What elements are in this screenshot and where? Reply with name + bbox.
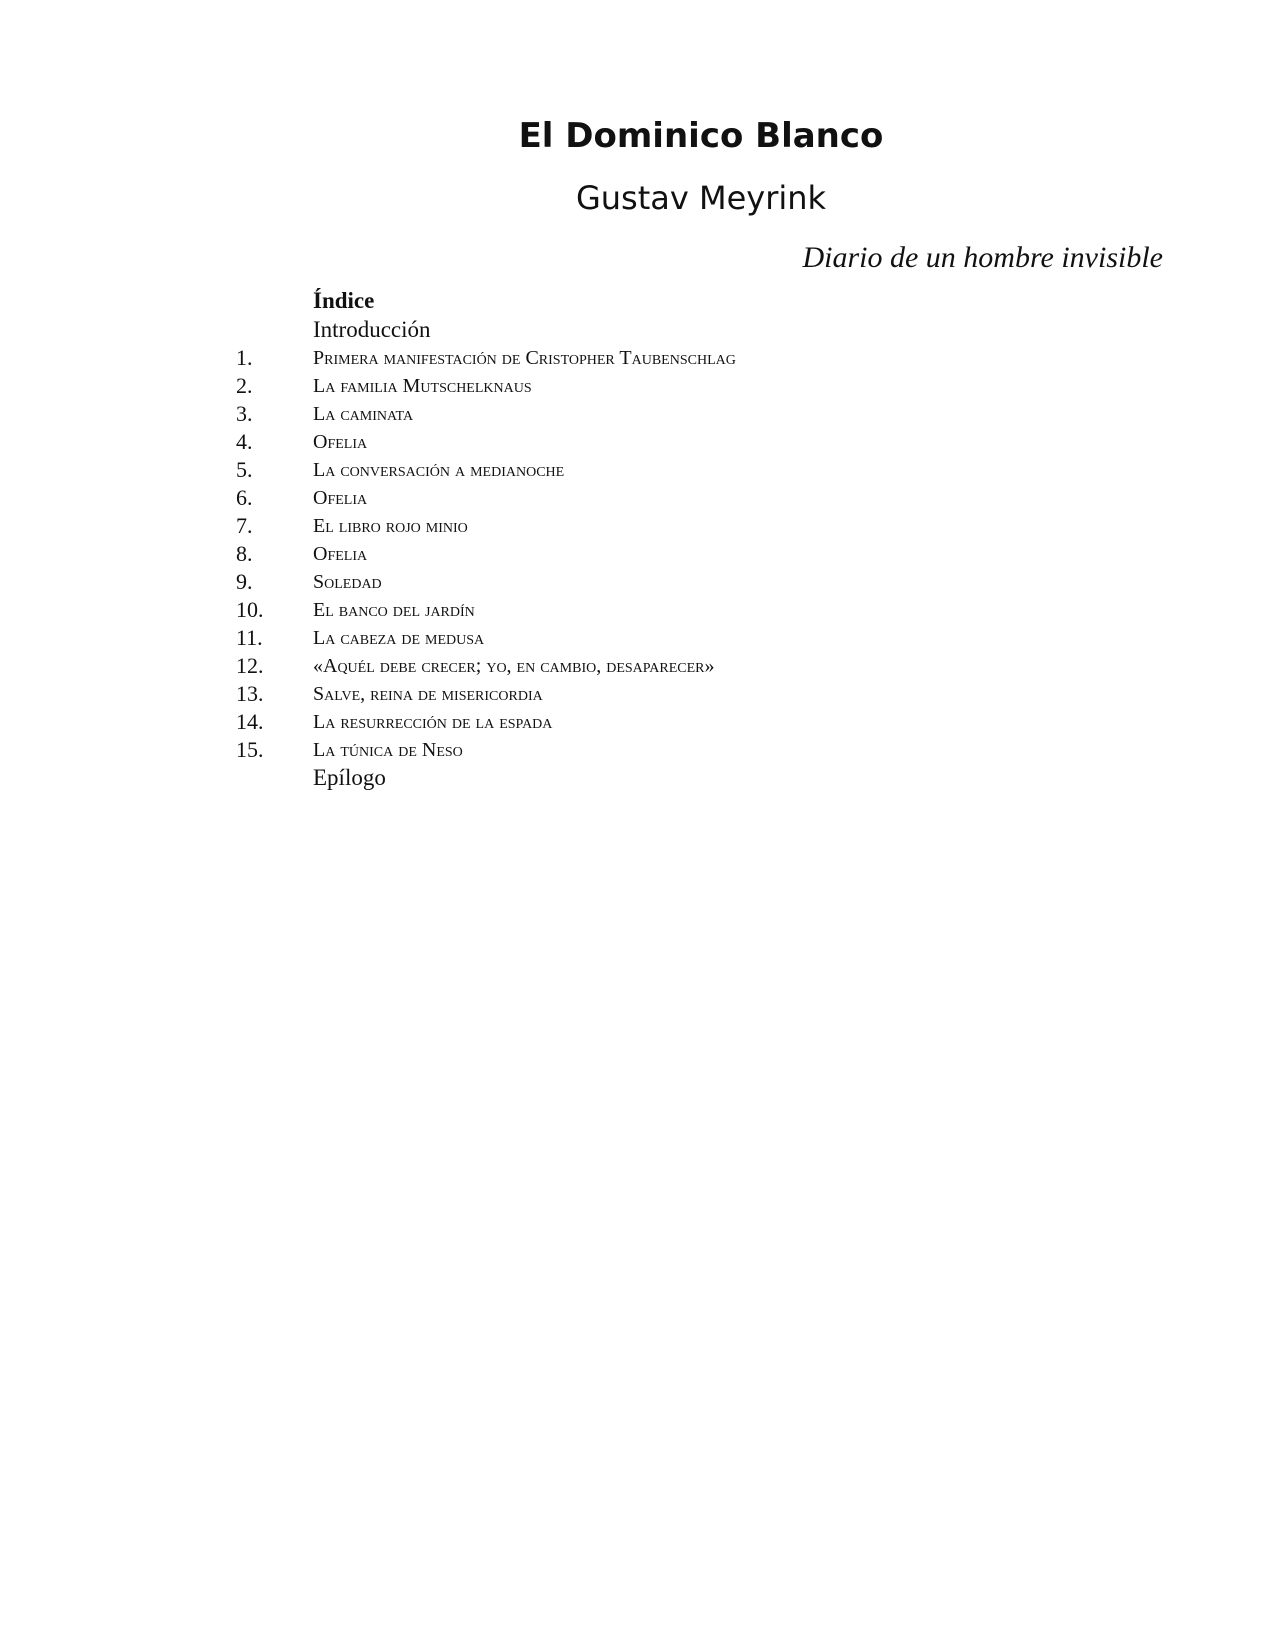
toc-entry-1[interactable] — [0, 344, 1275, 372]
toc-entry-4[interactable] — [0, 428, 1275, 456]
toc-entry-label: Salve, reina de misericordia — [313, 683, 543, 705]
toc-entry-label: El banco del jardín — [313, 599, 475, 621]
toc-heading: Índice — [313, 288, 375, 313]
toc-entry-label: Soledad — [313, 571, 382, 593]
toc-entry-number: 3. — [236, 401, 253, 426]
toc-entry-14[interactable] — [0, 708, 1275, 736]
toc-entry-label: La túnica de Neso — [313, 739, 463, 761]
toc-entry-label: La conversación a medianoche — [313, 459, 565, 481]
toc-entry-label: Ofelia — [313, 487, 368, 509]
toc-entry-number: 6. — [236, 485, 253, 510]
toc-entry-number: 13. — [236, 681, 264, 706]
toc-entry-number: 14. — [236, 709, 264, 734]
toc-entry-label: Ofelia — [313, 431, 368, 453]
toc-entry-10[interactable] — [0, 596, 1275, 624]
book-author: Gustav Meyrink — [575, 179, 827, 217]
toc-entry-label: La resurrección de la espada — [313, 711, 553, 733]
toc-entry-label: La cabeza de medusa — [313, 627, 485, 649]
toc-entry-number: 2. — [236, 373, 253, 398]
toc-entry-number: 7. — [236, 513, 253, 538]
toc-entry-15[interactable] — [0, 736, 1275, 764]
toc-entry-8[interactable] — [0, 540, 1275, 568]
toc-entry-12[interactable] — [0, 652, 1275, 680]
toc-entry-label: Introducción — [313, 317, 431, 342]
toc-entry-label: El libro rojo minio — [313, 515, 468, 537]
book-title: El Dominico Blanco — [518, 116, 884, 156]
toc-entry-3[interactable] — [0, 400, 1275, 428]
toc-entry-11[interactable] — [0, 624, 1275, 652]
table-of-contents — [0, 316, 1275, 792]
toc-entry-number: 12. — [236, 653, 264, 678]
toc-entry-number: 4. — [236, 429, 253, 454]
toc-entry-2[interactable] — [0, 372, 1275, 400]
toc-entry-5[interactable] — [0, 456, 1275, 484]
toc-entry-number: 8. — [236, 541, 253, 566]
toc-entry-13[interactable] — [0, 680, 1275, 708]
toc-entry-number: 11. — [236, 625, 263, 650]
toc-entry-number: 5. — [236, 457, 253, 482]
toc-entry-number: 1. — [236, 345, 253, 370]
toc-entry-introduction[interactable] — [0, 316, 1275, 344]
toc-entry-number: 10. — [236, 597, 264, 622]
toc-entry-number: 15. — [236, 737, 264, 762]
toc-entry-9[interactable] — [0, 568, 1275, 596]
toc-entry-label: Ofelia — [313, 543, 368, 565]
toc-entry-7[interactable] — [0, 512, 1275, 540]
toc-entry-label: La caminata — [313, 403, 414, 425]
toc-entry-6[interactable] — [0, 484, 1275, 512]
toc-entry-label: La familia Mutschelknaus — [313, 375, 532, 397]
toc-entry-label: Epílogo — [313, 765, 386, 790]
toc-entry-label: «Aquél debe crecer; yo, en cambio, desaparecer» — [313, 655, 715, 677]
toc-entry-label: Primera manifestación de Cristopher Taubenschlag — [313, 347, 736, 369]
book-subtitle: Diario de un hombre invisible — [802, 241, 1163, 274]
toc-entry-number: 9. — [236, 569, 253, 594]
toc-entry-epilogue[interactable] — [0, 764, 1275, 792]
